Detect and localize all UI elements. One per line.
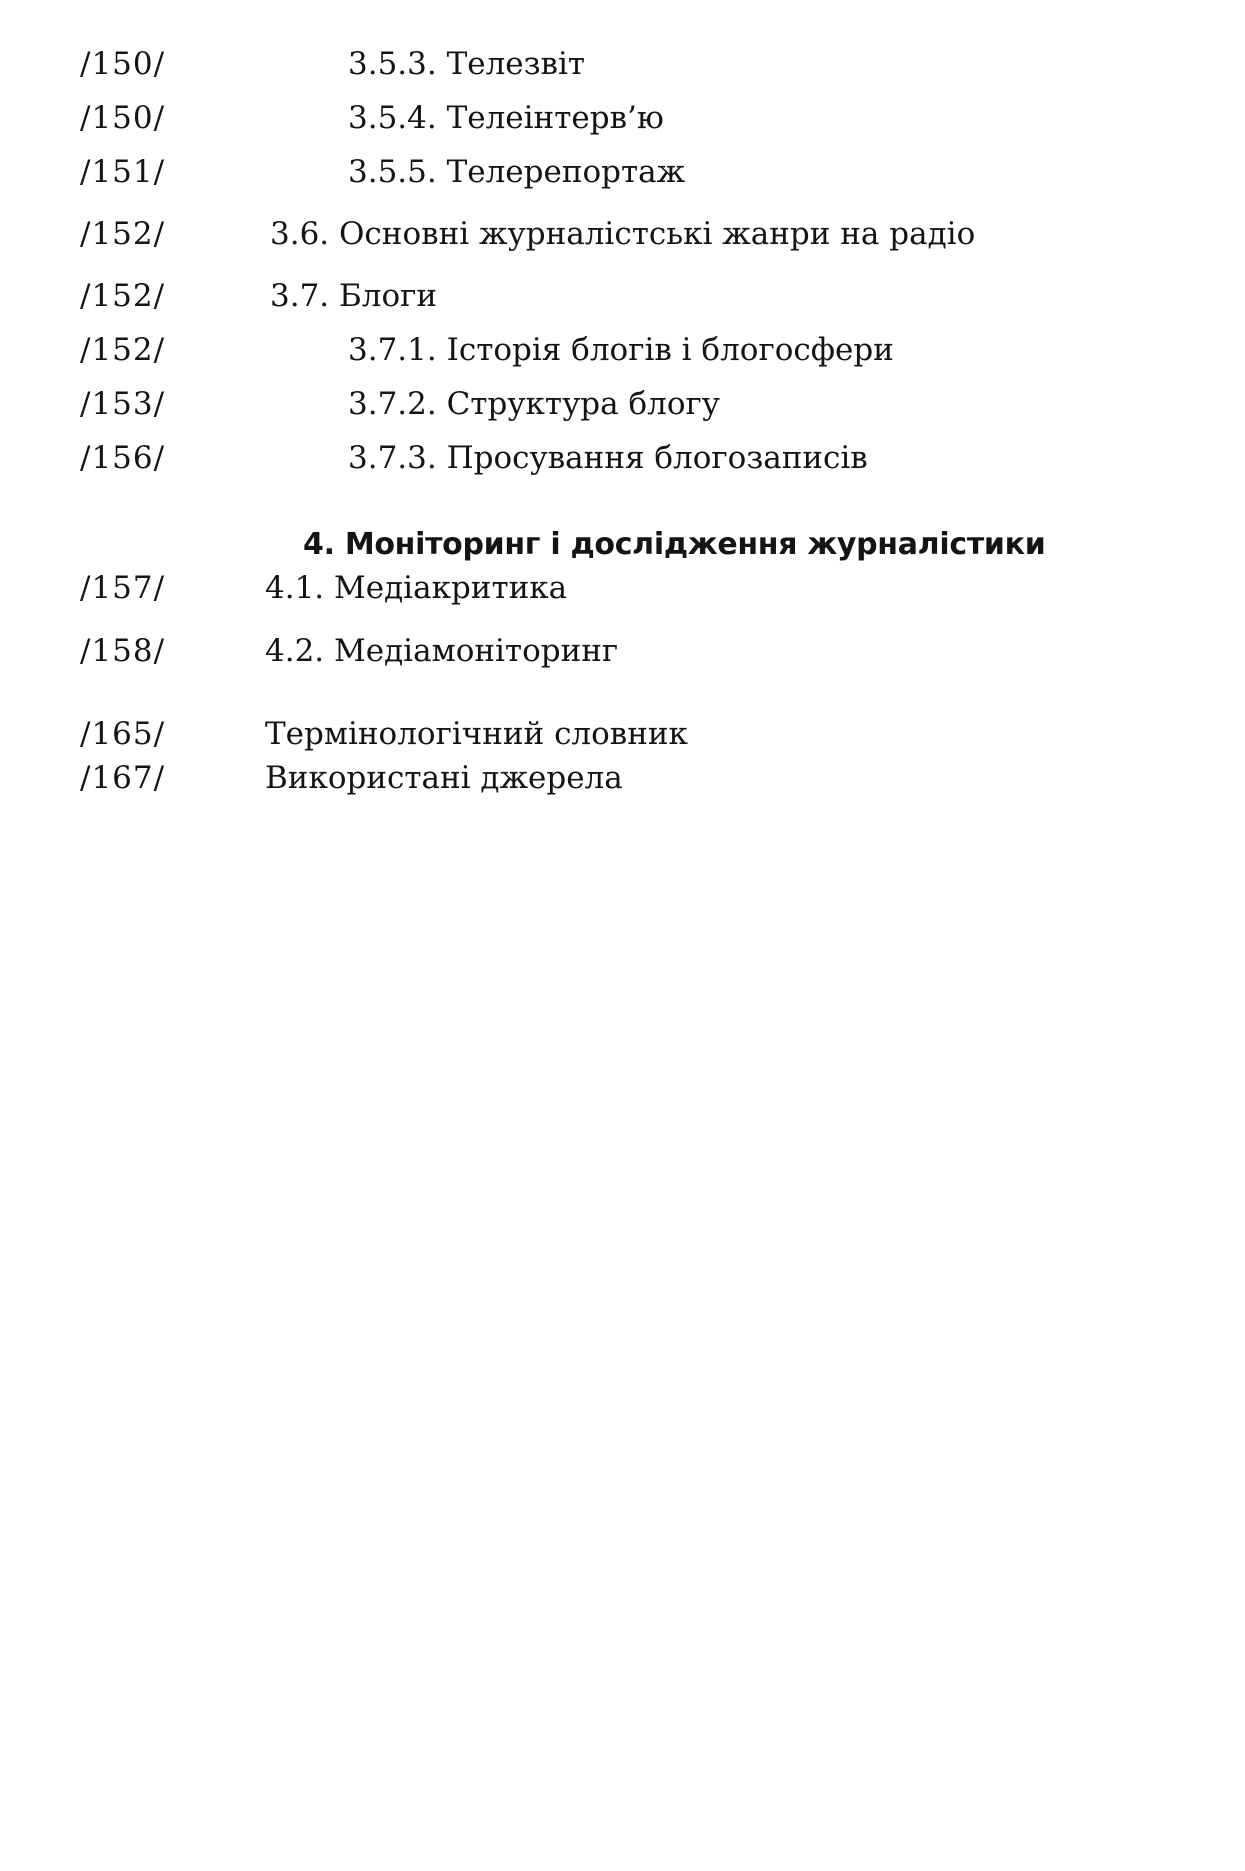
toc-page-number: /152/ [80,216,166,252]
toc-page-number: /152/ [80,278,166,314]
toc-entry-title: 3.7. Блоги [270,278,438,314]
toc-entry [0,382,1245,426]
toc-entry-title: 3.7.3. Просування блогозаписів [348,440,868,476]
toc-page-number: /152/ [80,332,166,368]
toc-entry-title: 3.5.5. Телерепортаж [348,154,686,190]
toc-entry-title: 4.2. Медіамоніторинг [265,633,619,669]
toc-page-number: /151/ [80,154,166,190]
toc-entry [0,712,1245,756]
toc-page-number: /156/ [80,440,166,476]
toc-entry-title: Використані джерела [265,760,623,796]
toc-entry-title: 4.1. Медіакритика [265,570,568,606]
toc-entry-title: 3.5.4. Телеінтерв’ю [348,100,664,136]
section-heading: 4. Моніторинг і дослідження журналістики [303,527,1046,562]
toc-page-number: /150/ [80,46,166,82]
toc-page-number: /167/ [80,760,166,796]
toc-entry [0,212,1245,256]
toc-entry [0,328,1245,372]
toc-entry [0,436,1245,480]
toc-page-number: /158/ [80,633,166,669]
toc-page-number: /157/ [80,570,166,606]
toc-page-number: /150/ [80,100,166,136]
toc-entry [0,96,1245,140]
toc-entry-title: 3.5.3. Телезвіт [348,46,586,82]
toc-entry [0,274,1245,318]
toc-entry-title: 3.6. Основні журналістські жанри на радіо [270,216,976,252]
toc-page-number: /153/ [80,386,166,422]
toc-entry [0,150,1245,194]
toc-entry-title: Термінологічний словник [265,716,688,752]
toc-entry-title: 3.7.2. Структура блогу [348,386,720,422]
toc-entry [0,756,1245,800]
toc-entry [0,566,1245,610]
toc-entry [0,629,1245,673]
toc-page-number: /165/ [80,716,166,752]
toc-entry [0,42,1245,86]
toc-entry-title: 3.7.1. Історія блогів і блогосфери [348,332,894,368]
